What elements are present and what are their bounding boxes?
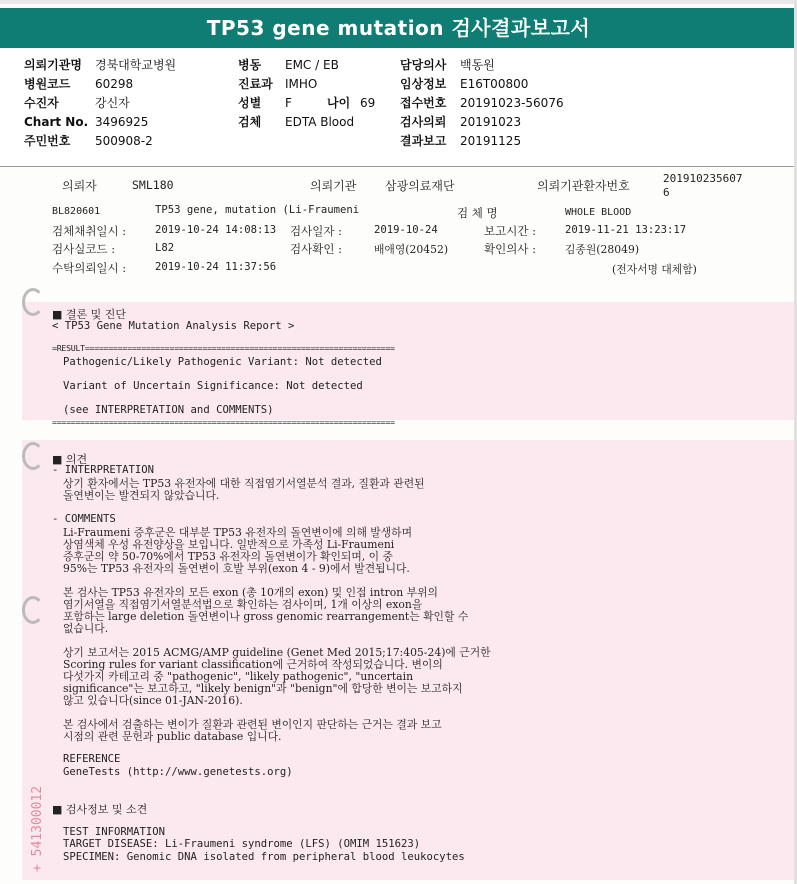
interpretation-line: 돌연변이는 발견되지 않았습니다. — [63, 489, 220, 502]
specimen-name-value: WHOLE BLOOD — [565, 207, 632, 218]
test-code: BL820601 — [52, 206, 101, 217]
report-title: TP53 gene mutation 검사결과보고서 — [0, 8, 797, 48]
value-chart-no: 3496925 — [95, 115, 149, 129]
value-institution: 경북대학교병원 — [95, 58, 177, 72]
institution-value: 삼광의료재단 — [385, 179, 455, 193]
requester-label: 의뢰자 — [62, 179, 97, 193]
patient-no-label: 의뢰기관환자번호 — [537, 179, 630, 193]
binder-hole — [22, 288, 44, 316]
binder-hole — [22, 442, 44, 470]
sample-stamp: + 541300012 — [30, 785, 45, 872]
label-clinical-info: 임상정보 — [400, 77, 447, 91]
test-date-label: 검사일자 : — [290, 224, 342, 238]
doctor-value: 김종원(28049) — [565, 243, 640, 256]
reference-heading: REFERENCE — [63, 753, 121, 765]
value-hospital-code: 60298 — [95, 77, 134, 91]
comment-line: 포함하는 large deletion 돌연변이나 gross genomic rearrangement는 확인할 수 — [63, 610, 469, 623]
report-time-label: 보고시간 : — [484, 224, 536, 238]
requester-value: SML180 — [132, 178, 174, 192]
label-department: 진료과 — [238, 77, 273, 91]
value-receipt-no: 20191023-56076 — [460, 96, 564, 110]
target-disease: TARGET DISEASE: Li-Fraumeni syndrome (LFS) (OMIM 151623) — [63, 838, 421, 850]
label-test-request: 검사의뢰 — [400, 115, 447, 129]
comment-line: 없습니다. — [63, 622, 109, 635]
patient-no-line1: 201910235607 — [663, 172, 743, 185]
room-code-label: 검사실코드 : — [52, 242, 116, 256]
comment-line: 95%는 TP53 유전자의 돌연변이 호발 부위(exon 4 - 9)에서 발견됩니다. — [63, 562, 410, 575]
reference-line: GeneTests (http://www.genetests.org) — [63, 766, 293, 778]
value-id-number: 500908-2 — [95, 134, 153, 148]
report-time-value: 2019-11-21 13:23:17 — [565, 224, 687, 236]
report-name: < TP53 Gene Mutation Analysis Report > — [52, 320, 295, 332]
comment-line: 않고 있습니다(since 01-JAN-2016). — [63, 694, 243, 707]
value-sex: F — [285, 96, 292, 110]
section-conclusion-title: ■ 결론 및 진단 — [52, 308, 127, 321]
comment-line: 본 검사에서 검출하는 변이가 질환과 관련된 변이인지 판단하는 근거는 결과 보고 — [63, 718, 442, 731]
label-patient: 수진자 — [24, 96, 59, 110]
label-hospital-code: 병원코드 — [24, 77, 71, 91]
confirm-label: 검사확인 : — [290, 242, 342, 256]
label-chart-no: Chart No. — [24, 115, 89, 129]
comments-heading: - COMMENTS — [52, 513, 116, 525]
value-age: 69 — [360, 96, 376, 110]
label-ward: 병동 — [238, 58, 262, 72]
esign-note: (전자서명 대체함) — [612, 263, 697, 276]
value-patient: 강신자 — [95, 96, 130, 110]
room-code-value: L82 — [155, 242, 175, 254]
patient-no-line2: 6 — [663, 186, 670, 199]
value-doctor: 백동원 — [460, 58, 495, 72]
result-line-vus: Variant of Uncertain Significance: Not detected — [63, 380, 363, 392]
comment-line: 증후군의 약 50-70%에서 TP53 유전자의 돌연변이가 확인되며, 이 중 — [63, 550, 393, 563]
received-label: 수탁의뢰일시 : — [52, 261, 127, 275]
collect-label: 검체채취일시 : — [52, 224, 127, 238]
comment-line: 다섯가지 카테고리 중 "pathogenic", "likely pathogenic", "uncertain — [63, 670, 414, 683]
received-value: 2019-10-24 11:37:56 — [155, 261, 277, 273]
value-department: IMHO — [285, 77, 318, 91]
label-sex: 성별 — [238, 96, 262, 110]
result-line-pathogenic: Pathogenic/Likely Pathogenic Variant: Not detected — [63, 356, 382, 368]
value-clinical-info: E16T00800 — [460, 77, 529, 91]
test-name: TP53 gene, mutation (Li-Fraumeni — [155, 204, 360, 216]
test-info-heading: TEST INFORMATION — [63, 826, 166, 838]
label-id-number: 주민번호 — [24, 134, 71, 148]
comment-line: significance"는 보고하고, "likely benign"과 "benign"에 합당한 변이는 보고하지 — [63, 682, 463, 695]
value-result-report: 20191125 — [460, 134, 522, 148]
label-specimen: 검체 — [238, 115, 262, 129]
label-age: 나이 — [327, 96, 351, 110]
institution-label: 의뢰기관 — [310, 179, 357, 193]
value-test-request: 20191023 — [460, 115, 522, 129]
comment-line: Li-Fraumeni 증후군은 대부분 TP53 유전자의 돌연변이에 의해 발생하며 — [63, 526, 413, 539]
confirm-value: 배애영(20452) — [374, 243, 449, 256]
doctor-label: 확인의사 : — [484, 242, 536, 256]
comment-line: Scoring rules for variant classification에 근거하여 작성되었습니다. 변이의 — [63, 658, 443, 671]
result-rule: =RESULT================================================================== — [52, 343, 395, 353]
value-specimen: EDTA Blood — [285, 115, 355, 129]
specimen-name-label: 검 체 명 — [457, 206, 498, 220]
label-result-report: 결과보고 — [400, 134, 447, 148]
interpretation-heading: - INTERPRETATION — [52, 464, 155, 476]
result-line-see: (see INTERPRETATION and COMMENTS) — [63, 404, 274, 416]
header-divider — [0, 166, 797, 167]
interpretation-line: 상기 환자에서는 TP53 유전자에 대한 직접염기서열분석 결과, 질환과 관련된 — [63, 477, 425, 490]
section-opinion-title: ■ 의견 — [52, 453, 88, 466]
specimen-info: SPECIMEN: Genomic DNA isolated from peripheral blood leukocytes — [63, 851, 465, 863]
comment-line: 상염색체 우성 유전양상을 보입니다. 일반적으로 가족성 Li-Fraumeni — [63, 538, 395, 551]
test-date-value: 2019-10-24 — [374, 224, 438, 236]
comment-line: 염기서열을 직접염기서열분석법으로 확인하는 검사이며, 1개 이상의 exon을 — [63, 598, 423, 611]
result-end-rule: ========================================================================= — [52, 417, 395, 427]
comment-line: 상기 보고서는 2015 ACMG/AMP guideline (Genet Med 2015;17:405-24)에 근거한 — [63, 646, 491, 659]
value-ward: EMC / EB — [285, 58, 339, 72]
top-border — [0, 0, 797, 4]
comment-line: 본 검사는 TP53 유전자의 모든 exon (총 10개의 exon) 및 인접 intron 부위의 — [63, 586, 438, 599]
binder-hole — [22, 596, 44, 624]
collect-value: 2019-10-24 14:08:13 — [155, 224, 277, 236]
label-institution: 의뢰기관명 — [24, 58, 82, 72]
label-doctor: 담당의사 — [400, 58, 447, 72]
comment-line: 시점의 관련 문헌과 public database 입니다. — [63, 730, 282, 743]
label-receipt-no: 접수번호 — [400, 96, 447, 110]
section-test-info-title: ■ 검사정보 및 소견 — [52, 803, 148, 816]
